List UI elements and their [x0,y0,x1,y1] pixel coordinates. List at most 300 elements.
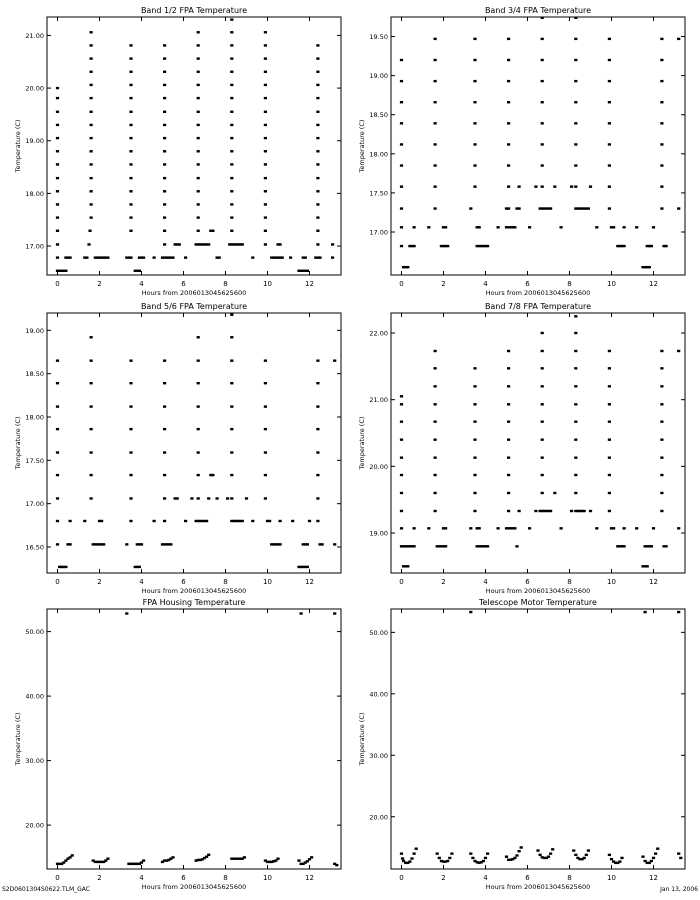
data-point [507,207,510,209]
data-point [400,438,403,440]
data-point [90,31,93,33]
data-point [446,245,449,247]
data-point [553,492,556,494]
data-point [623,245,626,247]
data-point [69,520,72,522]
data-point [574,122,577,124]
data-point [56,190,59,192]
data-point [541,59,544,61]
data-point [56,87,59,89]
x-tick-label: 2 [441,578,446,586]
data-point [583,510,586,512]
data-point [264,428,267,430]
data-point [163,216,166,218]
data-point [90,451,93,453]
data-point [316,137,319,139]
data-point [316,243,319,245]
y-tick-label: 17.50 [369,189,388,198]
data-point [129,451,132,453]
data-point [230,474,233,476]
data-point [400,395,403,397]
data-point [69,256,72,258]
data-point [197,177,200,179]
data-point [197,474,200,476]
data-point [436,852,439,854]
data-point [171,256,174,258]
data-point [163,44,166,46]
data-point [574,17,577,19]
y-tick-label: 18.00 [25,413,44,422]
data-point [574,332,577,334]
y-axis-label: Temperature (C) [358,119,366,173]
data-point [129,520,132,522]
data-point [316,177,319,179]
data-point [549,852,552,854]
data-point [331,243,334,245]
data-point [138,270,141,272]
footer-date: Jan 13, 2006 [660,886,698,893]
data-point [574,38,577,40]
data-point [129,57,132,59]
data-point [138,566,141,568]
data-point [69,543,72,545]
data-point [56,230,59,232]
data-point [541,38,544,40]
data-point [652,226,655,228]
data-point [289,256,292,258]
data-point [541,456,544,458]
data-point [251,256,254,258]
data-point [163,405,166,407]
data-point [264,359,267,361]
data-point [230,314,233,316]
data-point [129,405,132,407]
data-point [553,185,556,187]
data-point [473,492,476,494]
data-point [413,852,416,854]
x-tick-label: 8 [223,578,228,586]
data-point [333,543,336,545]
data-point [56,203,59,205]
data-point [650,545,653,547]
data-point [163,451,166,453]
data-point [413,226,416,228]
data-point [513,226,516,228]
data-point [541,350,544,352]
data-point [574,185,577,187]
data-point [197,44,200,46]
y-tick-label: 17.50 [25,456,44,465]
data-point [400,101,403,103]
data-point [56,543,59,545]
data-point [163,84,166,86]
data-point [241,243,244,245]
data-point [56,520,59,522]
y-tick-label: 19.00 [25,137,44,146]
data-point [434,474,437,476]
x-tick-label: 10 [607,578,616,586]
data-point [90,57,93,59]
data-point [444,527,447,529]
data-point [56,124,59,126]
data-point [560,527,563,529]
data-point [660,59,663,61]
data-point [230,71,233,73]
x-tick-label: 8 [567,874,572,882]
data-point [507,185,510,187]
data-point [90,497,93,499]
data-point [163,111,166,113]
data-point [401,857,404,859]
x-tick-label: 8 [567,578,572,586]
data-point [163,124,166,126]
data-point [129,203,132,205]
data-point [129,216,132,218]
data-point [434,38,437,40]
data-point [507,38,510,40]
data-point [400,403,403,405]
data-point [660,207,663,209]
x-tick-label: 8 [223,874,228,882]
data-point [587,207,590,209]
data-point [608,101,611,103]
data-point [279,243,282,245]
data-point [90,216,93,218]
data-point [140,543,143,545]
data-point [129,111,132,113]
data-point [620,857,623,859]
data-point [469,527,472,529]
data-point [608,510,611,512]
data-point [207,243,210,245]
data-point [507,385,510,387]
data-point [574,80,577,82]
data-point [400,527,403,529]
data-point [608,207,611,209]
data-point [88,230,91,232]
data-point [574,854,577,856]
data-point [318,256,321,258]
data-point [163,382,166,384]
data-point [230,190,233,192]
data-point [665,245,668,247]
data-point [648,266,651,268]
chart-panel-3 [14,302,341,595]
data-point [335,864,338,866]
data-point [100,520,103,522]
data-point [434,456,437,458]
x-tick-label: 6 [181,578,186,586]
data-point [125,612,128,614]
data-point [306,566,309,568]
x-tick-label: 10 [263,874,272,882]
x-tick-label: 12 [305,874,314,882]
x-tick-label: 6 [181,874,186,882]
chart-panel-4 [358,302,685,595]
data-point [90,124,93,126]
data-point [316,150,319,152]
x-tick-label: 4 [139,874,144,882]
data-point [507,438,510,440]
data-point [507,122,510,124]
data-point [197,451,200,453]
x-axis-label: Hours from 2006013045625600 [485,587,591,595]
x-tick-label: 0 [55,874,60,882]
data-point [90,177,93,179]
data-point [56,243,59,245]
data-point [574,456,577,458]
x-tick-label: 12 [649,874,658,882]
data-point [316,57,319,59]
data-point [264,382,267,384]
x-tick-label: 4 [139,578,144,586]
data-point [90,405,93,407]
data-point [518,207,521,209]
data-point [264,124,267,126]
data-point [473,59,476,61]
data-point [574,143,577,145]
data-point [434,438,437,440]
data-point [478,527,481,529]
x-tick-label: 2 [97,874,102,882]
y-tick-label: 40.00 [369,690,388,699]
data-point [264,57,267,59]
data-point [505,856,508,858]
data-point [660,474,663,476]
data-point [660,510,663,512]
data-point [677,207,680,209]
data-point [197,405,200,407]
data-point [589,510,592,512]
data-point [660,164,663,166]
y-tick-label: 19.00 [369,529,388,538]
data-point [264,177,267,179]
y-tick-label: 19.00 [369,72,388,81]
data-point [291,520,294,522]
data-point [518,510,521,512]
data-point [264,31,267,33]
data-point [316,359,319,361]
data-point [541,492,544,494]
data-point [129,163,132,165]
data-point [205,520,208,522]
data-point [612,527,615,529]
data-point [163,97,166,99]
data-point [482,860,485,862]
data-point [211,474,214,476]
data-point [163,497,166,499]
data-point [297,859,300,861]
data-point [478,226,481,228]
data-point [230,150,233,152]
data-point [321,543,324,545]
data-point [163,243,166,245]
data-point [129,150,132,152]
y-tick-label: 17.00 [369,228,388,237]
data-point [197,137,200,139]
data-point [446,860,449,862]
data-point [400,420,403,422]
y-tick-label: 20.00 [25,84,44,93]
data-point [541,17,544,19]
data-point [595,527,598,529]
data-point [400,852,403,854]
data-point [316,44,319,46]
data-point [520,846,523,848]
data-point [410,857,413,859]
plot-frame [391,17,685,275]
y-tick-label: 19.50 [369,33,388,42]
y-tick-label: 18.50 [369,111,388,120]
data-point [264,216,267,218]
chart-panel-1 [14,6,341,297]
chart-title: Telescope Motor Temperature [479,598,597,607]
x-axis-label: Hours from 2006013045625600 [141,883,247,891]
data-point [612,226,615,228]
data-point [589,185,592,187]
data-point [102,543,105,545]
data-point [574,474,577,476]
data-point [507,456,510,458]
data-point [129,474,132,476]
data-point [90,44,93,46]
y-tick-label: 22.00 [369,329,388,338]
y-tick-label: 18.00 [25,189,44,198]
data-point [608,59,611,61]
data-point [230,382,233,384]
data-point [142,859,145,861]
data-point [106,256,109,258]
data-point [264,497,267,499]
data-point [207,854,210,856]
data-point [572,849,575,851]
data-point [230,230,233,232]
data-point [129,428,132,430]
data-point [300,612,303,614]
data-point [153,520,156,522]
x-axis-label: Hours from 2006013045625600 [141,289,247,297]
data-point [434,492,437,494]
data-point [264,474,267,476]
data-point [230,163,233,165]
x-tick-label: 12 [649,280,658,288]
data-point [434,101,437,103]
data-point [218,256,221,258]
data-point [400,207,403,209]
data-point [665,545,668,547]
y-tick-label: 20.00 [369,813,388,822]
data-point [406,266,409,268]
y-tick-label: 30.00 [25,757,44,766]
x-tick-label: 8 [567,280,572,288]
data-point [129,97,132,99]
data-point [216,497,219,499]
chart-panel-5 [14,598,341,891]
data-point [473,185,476,187]
y-tick-label: 50.00 [369,628,388,637]
data-point [541,403,544,405]
data-point [264,97,267,99]
data-point [197,203,200,205]
data-point [64,566,67,568]
data-point [641,856,644,858]
data-point [230,497,233,499]
data-point [570,185,573,187]
x-tick-label: 6 [181,280,186,288]
data-point [56,451,59,453]
chart-title: Band 3/4 FPA Temperature [484,6,592,15]
data-point [427,226,430,228]
data-point [306,543,309,545]
data-point [656,848,659,850]
data-point [163,428,166,430]
plot-frame [391,609,685,869]
data-point [230,97,233,99]
data-point [276,857,279,859]
data-point [197,163,200,165]
data-point [539,854,542,856]
x-tick-label: 0 [399,280,404,288]
data-point [211,230,214,232]
data-point [129,124,132,126]
x-tick-label: 12 [305,280,314,288]
data-point [230,137,233,139]
y-tick-label: 18.50 [25,370,44,379]
data-point [473,367,476,369]
data-point [507,101,510,103]
data-point [129,44,132,46]
data-point [316,497,319,499]
data-point [507,143,510,145]
data-point [197,150,200,152]
data-point [515,854,518,856]
data-point [660,492,663,494]
data-point [473,420,476,422]
data-point [434,385,437,387]
data-point [507,420,510,422]
data-point [434,350,437,352]
y-tick-label: 50.00 [25,628,44,637]
data-point [608,385,611,387]
data-point [316,230,319,232]
data-point [660,438,663,440]
x-tick-label: 12 [649,578,658,586]
data-point [264,150,267,152]
data-point [574,164,577,166]
data-point [251,520,254,522]
data-point [528,226,531,228]
data-point [264,44,267,46]
data-point [413,545,416,547]
data-point [316,382,319,384]
data-point [163,71,166,73]
data-point [677,527,680,529]
data-point [549,510,552,512]
data-point [654,852,657,854]
data-point [316,190,319,192]
data-point [56,177,59,179]
plot-frame [47,17,341,275]
data-point [434,185,437,187]
data-point [541,438,544,440]
data-point [184,256,187,258]
data-point [541,101,544,103]
data-point [608,38,611,40]
data-point [56,216,59,218]
data-point [434,164,437,166]
data-point [507,474,510,476]
data-point [316,124,319,126]
